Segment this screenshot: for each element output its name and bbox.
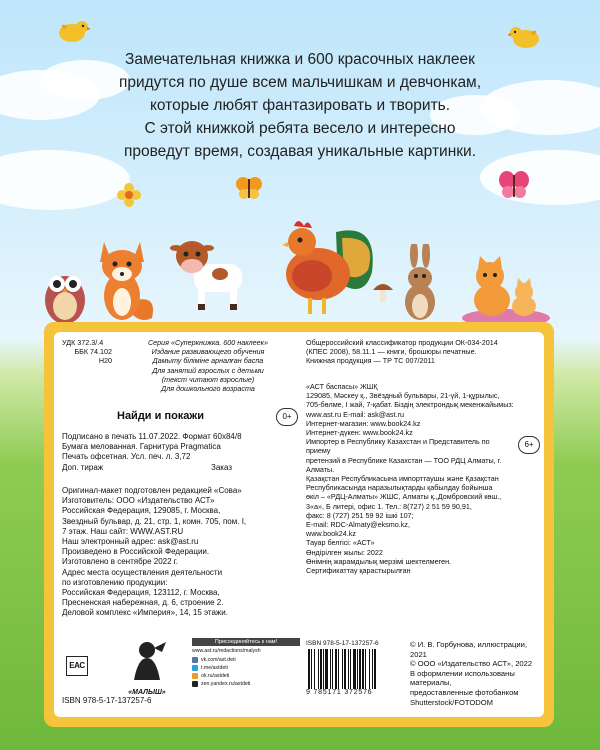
- bbk-code: ББК 74.102: [74, 347, 112, 357]
- kz-line: Импортер в Республику Казахстан и Представитель по приему: [306, 437, 490, 456]
- kz-line: Тауар белгісі: «АСТ»: [306, 538, 375, 548]
- kz-line: www.book24.kz: [306, 529, 356, 539]
- series-line: Для дошкольного возраста: [161, 384, 255, 394]
- butterfly-icon: [236, 176, 262, 200]
- social-link-vk[interactable]: [192, 656, 300, 664]
- kz-line: 3«а», Б литері, офис 1. Тел.: 8(727) 2 51 59 90,91,: [306, 501, 472, 511]
- intro-line: С этой книжкой ребята весело и интересно: [144, 120, 456, 137]
- classifier-line: Книжная продукция — ТР ТС 007/2011: [306, 356, 435, 366]
- social-link-telegram[interactable]: [192, 664, 300, 672]
- kz-line: өкіл – «РДЦ-Алматы» ЖШС, Алматы қ.,Домбровский көш.,: [306, 492, 502, 502]
- barcode-digits: 9 785171 372576: [306, 689, 373, 696]
- social-url[interactable]: www.ast.ru/redactions/malysh: [192, 648, 261, 654]
- author-mark: Н20: [98, 356, 112, 366]
- series-line: Для занятий взрослых с детьми: [152, 365, 264, 375]
- publisher-line: Оригинал-макет подготовлен редакцией «Сова»: [62, 486, 242, 495]
- series-line: (текст читают взрослые): [161, 374, 255, 384]
- kz-line: «АСТ баспасы» ЖШҚ: [306, 382, 378, 391]
- child-silhouette-icon: [124, 640, 170, 684]
- series-line: Издание развивающего обучения: [151, 347, 265, 357]
- mushroom-icon: [372, 280, 394, 304]
- kz-line: E-mail: RDC-Almaty@eksmo.kz,: [306, 520, 410, 530]
- series-line: Серия «Суперкнижка. 600 наклеек»: [147, 338, 269, 347]
- publisher-line: по изготовлению продукции:: [62, 577, 168, 587]
- kz-line: факс: 8 (727) 251 59 92 ішкі 107;: [306, 510, 414, 520]
- publisher-line: Деловой комплекс «Империя», 14, 15 этажи.: [62, 608, 228, 618]
- age-rating-badge: 6+: [518, 436, 540, 454]
- kz-line: Интернет-магазин: www.book24.kz: [306, 418, 421, 428]
- publisher-line: Адрес места осуществления деятельности: [62, 567, 223, 577]
- tirazh-label: Доп. тираж: [62, 462, 104, 472]
- publisher-line: Пресненская набережная, д. 6, строение 2.: [62, 598, 224, 608]
- classifier-block: [306, 338, 542, 366]
- publisher-line: Изготовитель: ООО «Издательство АСТ»: [62, 496, 215, 506]
- logos-row: [62, 634, 302, 704]
- social-link-label: ok.ru/astdeti: [201, 673, 230, 679]
- copyright-line: © ООО «Издательство АСТ», 2022: [410, 659, 533, 669]
- eac-mark-icon: EAC: [66, 656, 88, 676]
- kz-line: Қазақстан Республикасына импорттаушы және Қазақстан: [306, 474, 499, 484]
- publisher-line: Российская Федерация, 129085, г. Москва,: [62, 506, 221, 516]
- print-line: Печать офсетная. Усл. печ. л. 3,72: [62, 452, 191, 462]
- classifier-line: Общероссийский классификатор продукции ОК-034-2014: [306, 338, 498, 347]
- intro-line: придутся по душе всем мальчишкам и девчонкам,: [118, 74, 482, 91]
- bird-icon: [508, 24, 542, 50]
- age-rating-badge: 0+: [276, 408, 298, 426]
- hare-icon: [396, 244, 446, 324]
- imprint-card: [54, 332, 544, 717]
- butterfly-icon: [498, 170, 530, 200]
- telegram-icon: [192, 665, 198, 671]
- zakaz-label: Заказ: [211, 462, 232, 472]
- publisher-line: Звездный бульвар, д. 21, стр. 1, комн. 705, пом. I,: [62, 516, 247, 526]
- barcode-icon: [306, 649, 402, 689]
- publisher-line: Изготовлено в сентябре 2022 г.: [62, 557, 178, 567]
- kz-info-block: [306, 382, 516, 575]
- copyright-block: [410, 640, 544, 707]
- vk-icon: [192, 657, 198, 663]
- social-link-label: zen.yandex.ru/astdeti: [201, 681, 251, 687]
- copyright-line: В оформлении использованы материалы,: [410, 668, 515, 688]
- intro-text: [80, 48, 520, 163]
- publisher-line: Российская Федерация, 123112, г. Москва,: [62, 588, 220, 598]
- social-link-zen[interactable]: [192, 680, 300, 688]
- cats-icon: [460, 252, 552, 328]
- kz-line: Өнімнің жарамдылық мерзімі шектелмеген.: [306, 556, 452, 566]
- udk-code: УДК 372.3/.4: [62, 338, 104, 347]
- classifier-line: (КПЕС 2008), 58.11.1 — книги, брошюры печатные.: [306, 347, 477, 357]
- tirazh-row: [62, 463, 232, 473]
- kz-line: Өндірілген жылы: 2022: [306, 547, 383, 557]
- rooster-icon: [268, 212, 388, 320]
- intro-line: проведут время, создавая уникальные картинки.: [123, 143, 477, 160]
- kz-line: претензий в Республике Казахстан — ТОО РДЦ Алматы, г. Алматы.: [306, 455, 502, 474]
- social-link-ok[interactable]: [192, 672, 300, 680]
- barcode-block: [306, 640, 406, 696]
- social-link-label: vk.com/ast.deti: [201, 657, 236, 663]
- kz-line: Республикасында наразылықтарды қабылдау бойынша: [306, 483, 493, 493]
- intro-line: которые любят фантазировать и творить.: [149, 97, 451, 114]
- kz-line: Сертификаттау қарастырылған: [306, 566, 411, 576]
- brand-name: «МАЛЫШ»: [128, 689, 166, 696]
- kz-line: Интернет-дүкен: www.book24.kz: [306, 428, 413, 438]
- series-block: [118, 338, 298, 393]
- kz-line: 129085, Мәскеу қ., Звёздный бульвары, 21-үй, 1-құрылыс,: [306, 391, 500, 401]
- publisher-line: 7 этаж. Наш сайт: WWW.AST.RU: [62, 526, 184, 536]
- copyright-line: © И. В. Горбунова, иллюстрации, 2021: [410, 640, 527, 659]
- barcode-isbn: ISBN 978-5-17-137257-6: [306, 640, 379, 647]
- udk-block: [62, 338, 112, 366]
- print-line: Подписано в печать 11.07.2022. Формат 60x84/8: [62, 432, 242, 441]
- publisher-line: Наш электронный адрес: ask@ast.ru: [62, 537, 199, 547]
- malysh-logo: [124, 640, 170, 696]
- publisher-line: Произведено в Российской Федерации.: [62, 547, 210, 557]
- publisher-info: [62, 486, 302, 619]
- isbn-left: ISBN 978-5-17-137257-6: [62, 696, 152, 705]
- series-line: Дамыту біліміне арналған баспа: [152, 356, 264, 366]
- social-link-label: t.me/astdeti: [201, 665, 228, 671]
- calf-icon: [168, 228, 248, 312]
- flower-icon: [116, 182, 142, 208]
- copyright-line: Shutterstock/FOTODOM: [410, 697, 493, 707]
- intro-line: Замечательная книжка и 600 красочных наклеек: [125, 51, 475, 68]
- copyright-line: предоставленные фотобанком: [410, 687, 519, 697]
- owl-icon: [40, 262, 90, 326]
- kz-line: www.ast.ru E-mail: ask@ast.ru: [306, 409, 404, 419]
- fox-icon: [90, 232, 158, 324]
- kz-line: 705-бөлме, I жай, 7-қабат. Біздің электрондық мекенжайымыз:: [306, 400, 514, 410]
- social-header: Присоединяйтесь к нам!: [192, 638, 300, 646]
- zen-icon: [192, 681, 198, 687]
- print-line: Бумага мелованная. Гарнитура Pragmatica: [62, 442, 221, 452]
- bird-icon: [56, 18, 90, 44]
- social-links: [192, 638, 300, 688]
- imprint-panel: [44, 322, 554, 727]
- book-title: Найди и покажи: [117, 410, 204, 422]
- ok-icon: [192, 673, 198, 679]
- print-info: [62, 432, 302, 473]
